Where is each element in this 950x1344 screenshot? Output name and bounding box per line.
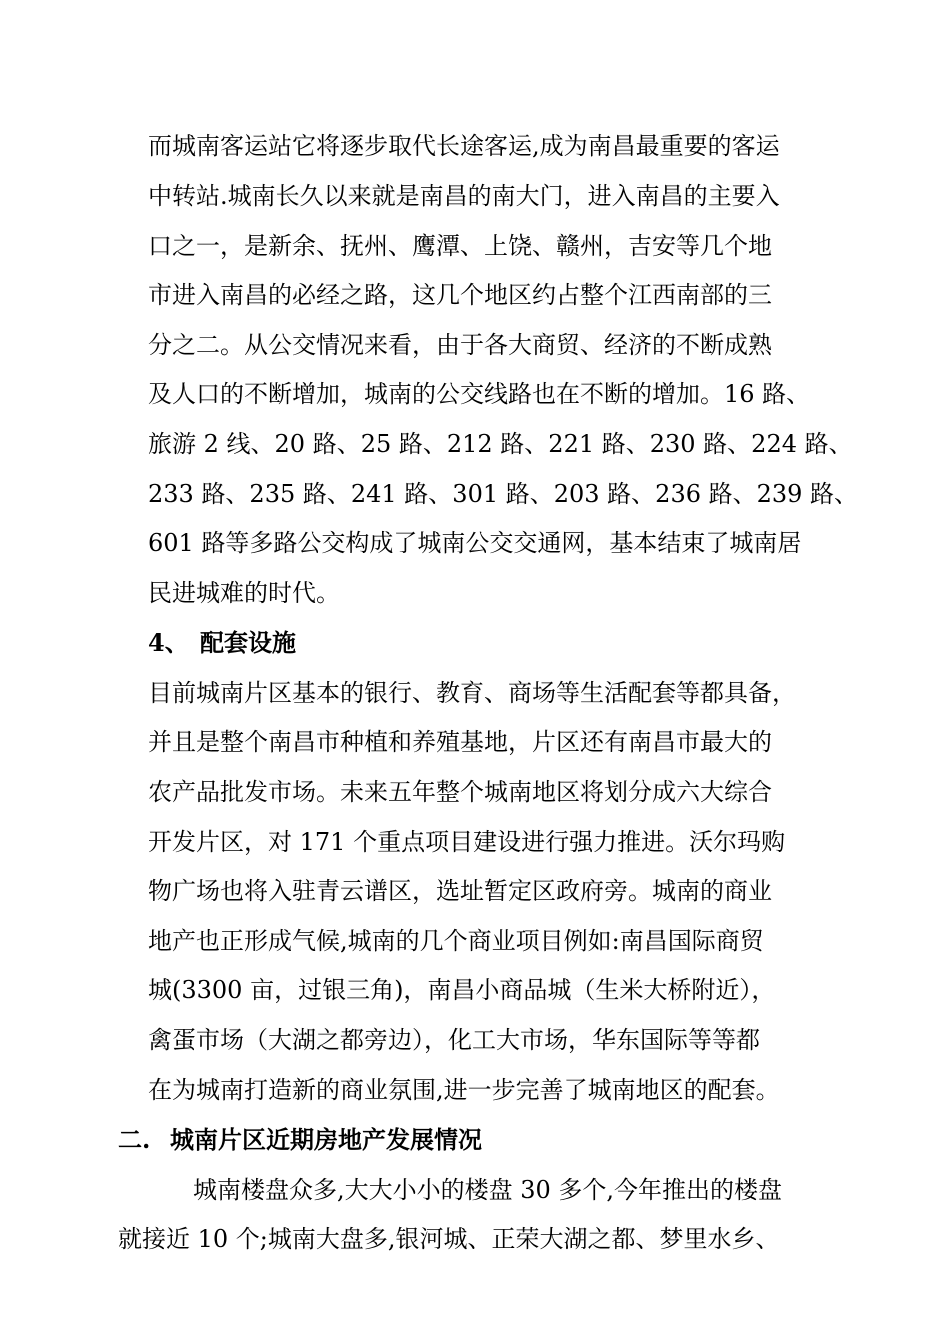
paragraph-line: 口之一，是新余、抚州、鹰潭、上饶、赣州，吉安等几个地	[148, 232, 772, 260]
section-title: 城南片区近期房地产发展情况	[170, 1125, 482, 1154]
section-heading	[118, 1125, 482, 1155]
paragraph-line: 及人口的不断增加，城南的公交线路也在不断的增加。16 路、	[148, 380, 811, 408]
paragraph-line: 601 路等多路公交构成了城南公交交通网，基本结束了城南居	[148, 529, 802, 557]
paragraph-line: 禽蛋市场（大湖之都旁边），化工大市场，华东国际等等都	[148, 1026, 760, 1054]
section-title: 配套设施	[200, 628, 296, 657]
paragraph-line: 城南楼盘众多,大大小小的楼盘 30 多个,今年推出的楼盘	[193, 1176, 783, 1204]
paragraph-line: 233 路、235 路、241 路、301 路、203 路、236 路、239 路、	[148, 480, 859, 508]
paragraph-line: 开发片区，对 171 个重点项目建设进行强力推进。沃尔玛购	[148, 828, 786, 856]
paragraph-line: 中转站.城南长久以来就是南昌的南大门，进入南昌的主要入	[148, 182, 780, 210]
paragraph-line: 物广场也将入驻青云谱区，选址暂定区政府旁。城南的商业	[148, 877, 772, 905]
paragraph-line: 地产也正形成气候,城南的几个商业项目例如:南昌国际商贸	[148, 927, 764, 955]
paragraph-line: 旅游 2 线、20 路、25 路、212 路、221 路、230 路、224 路、	[148, 430, 853, 458]
section-heading	[148, 628, 296, 658]
paragraph-line: 就接近 10 个;城南大盘多,银河城、正荣大湖之都、梦里水乡、	[118, 1225, 780, 1253]
paragraph-line: 民进城难的时代。	[148, 579, 340, 607]
paragraph-line: 而城南客运站它将逐步取代长途客运,成为南昌最重要的客运	[148, 132, 780, 160]
paragraph-line: 并且是整个南昌市种植和养殖基地，片区还有南昌市最大的	[148, 728, 772, 756]
paragraph-line: 市进入南昌的必经之路，这几个地区约占整个江西南部的三	[148, 281, 772, 309]
section-number: 4、	[148, 628, 189, 657]
paragraph-line: 城(3300 亩，过银三角)，南昌小商品城（生米大桥附近），	[148, 976, 776, 1004]
paragraph-line: 农产品批发市场。未来五年整个城南地区将划分成六大综合	[148, 778, 772, 806]
paragraph-line: 在为城南打造新的商业氛围,进一步完善了城南地区的配套。	[148, 1076, 780, 1104]
section-number: 二.	[118, 1125, 151, 1154]
paragraph-line: 分之二。从公交情况来看，由于各大商贸、经济的不断成熟	[148, 331, 772, 359]
paragraph-line: 目前城南片区基本的银行、教育、商场等生活配套等都具备，	[148, 679, 796, 707]
